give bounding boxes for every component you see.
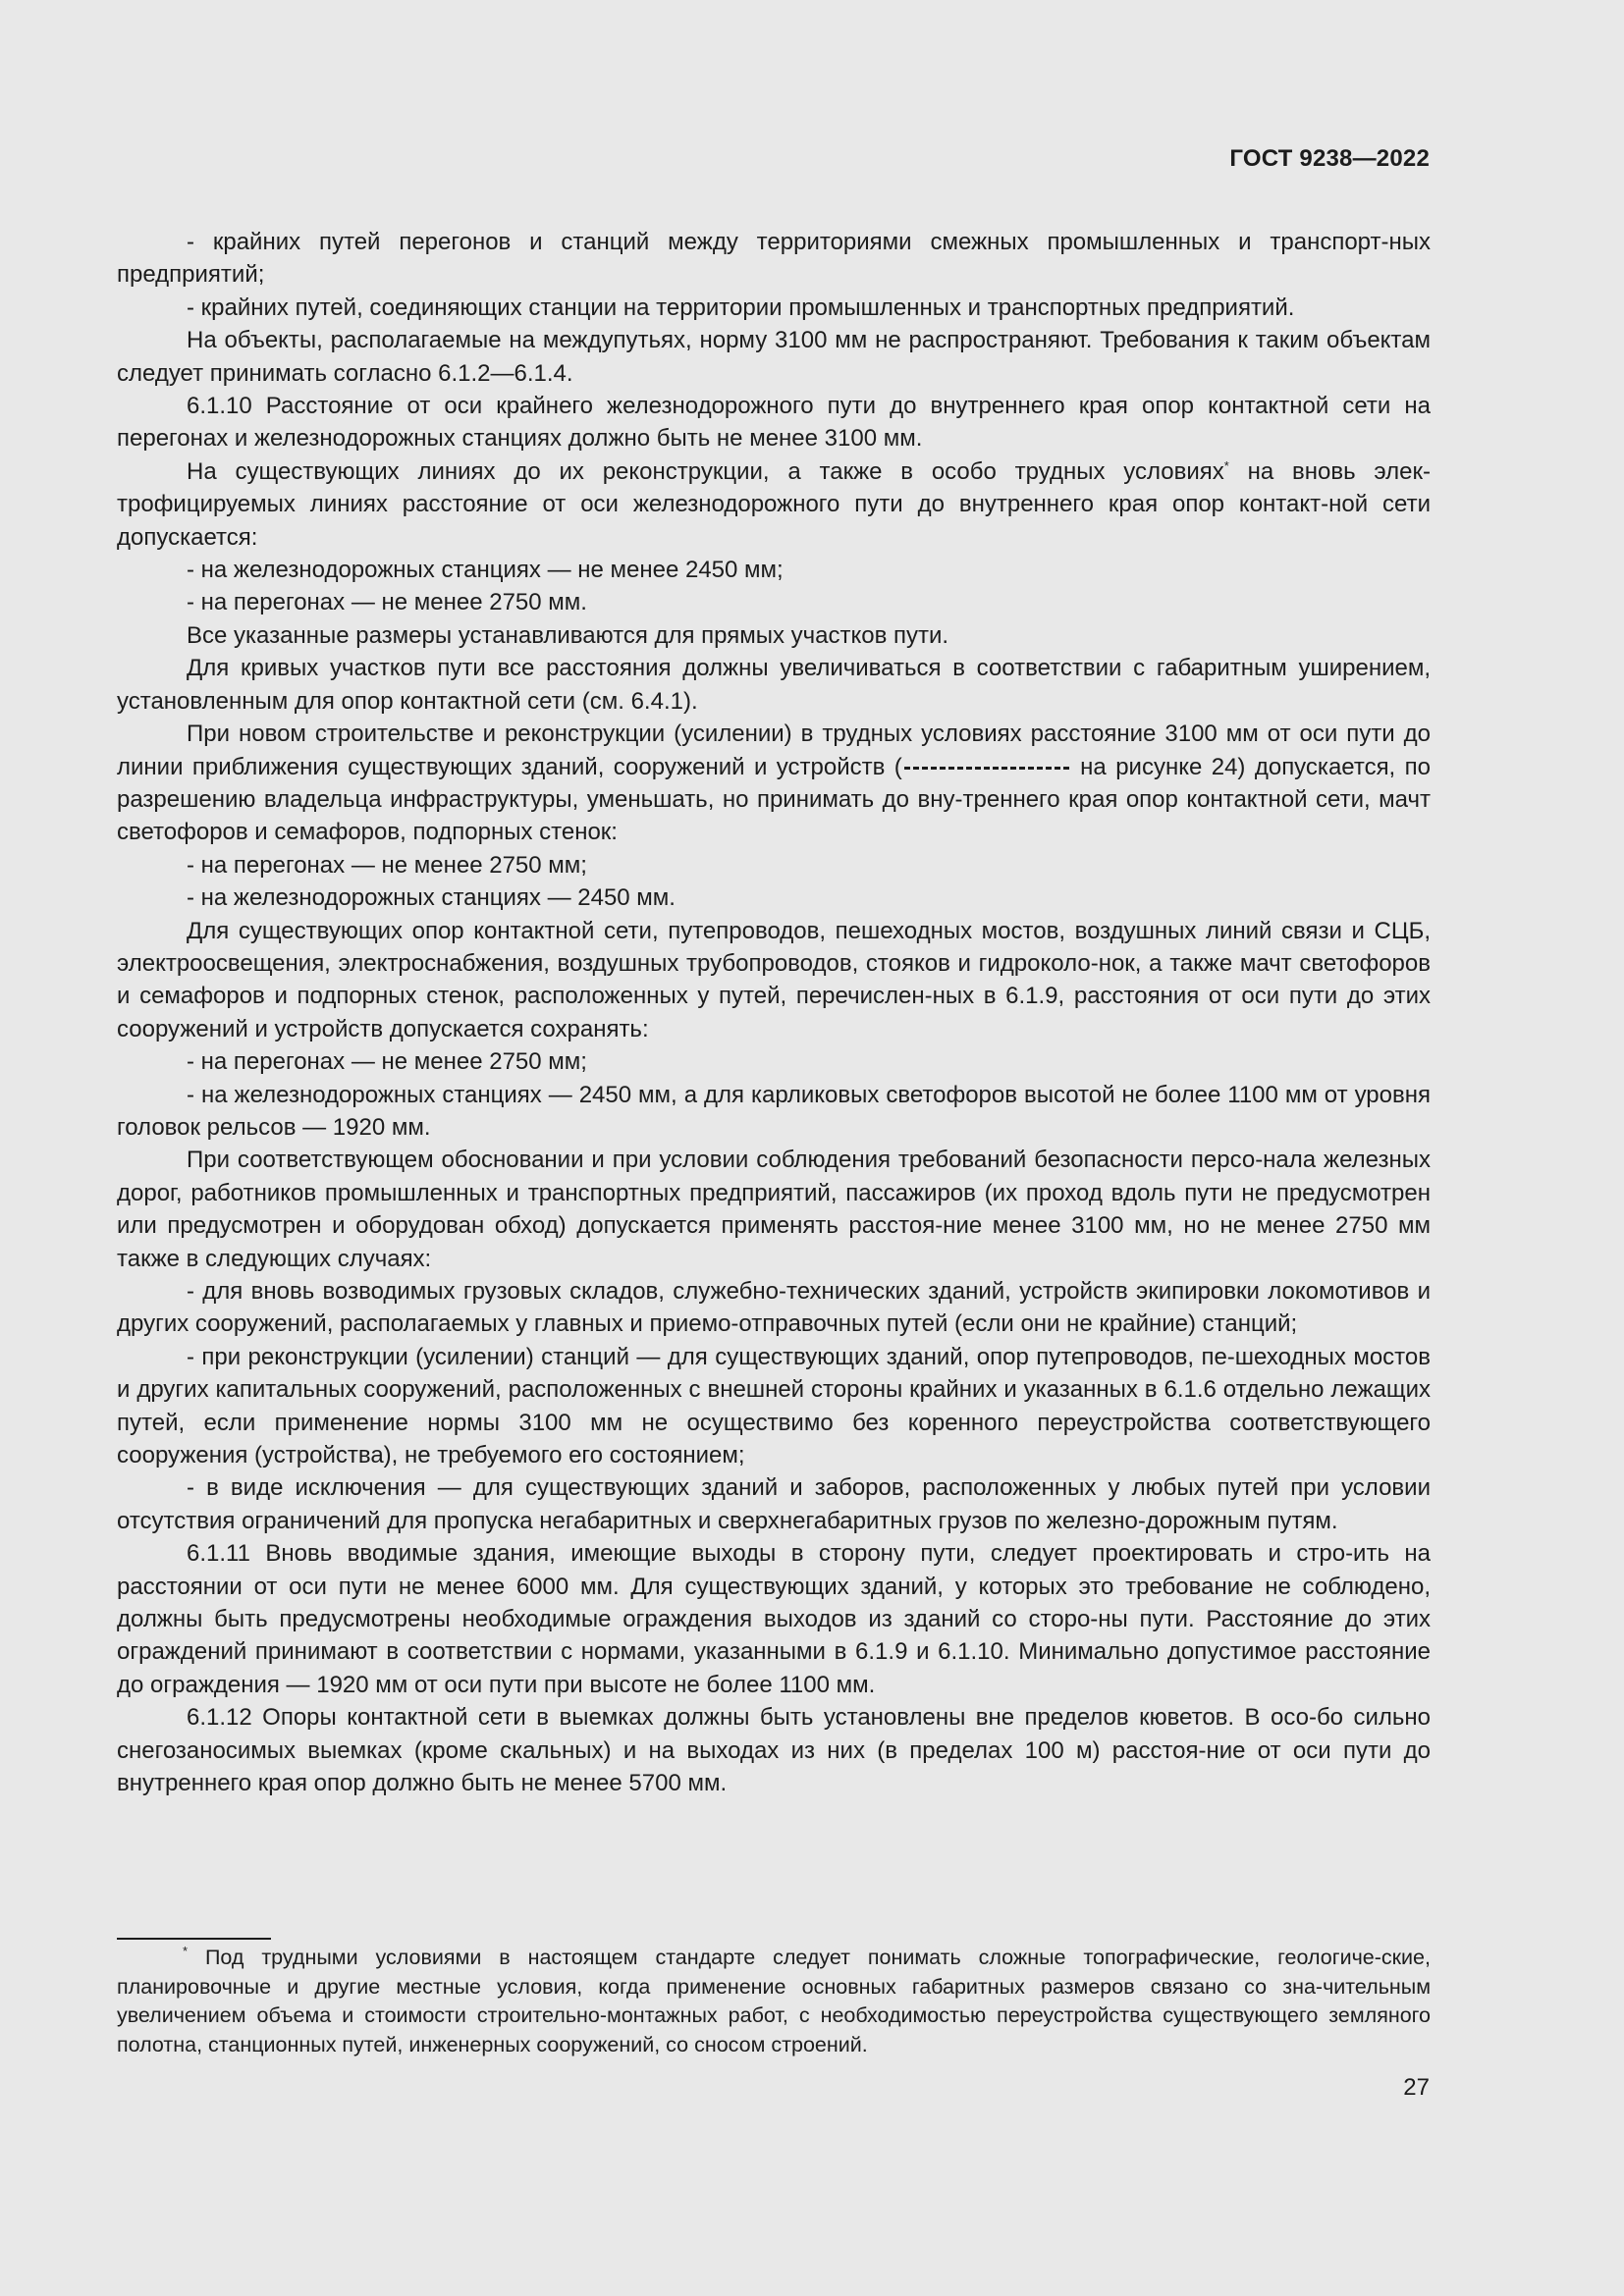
paragraph: - крайних путей, соединяющих станции на территории промышленных и транспортных предприятий. <box>187 294 1295 321</box>
paragraph: 6.1.12 Опоры контактной сети в выемках должны быть установлены вне пределов кюветов. В осо-бо сильно снегозаносимых выемках (кроме скальных) и на выходах из них (в пределах 100 м) расстоя-ние от оси пути до внутреннего края опор должно быть не менее 5700 мм. <box>117 1704 1431 1797</box>
document-header: ГОСТ 9238—2022 <box>1229 145 1430 172</box>
paragraph: При соответствующем обосновании и при условии соблюдения требований безопасности персо-нала железных дорог, работников промышленных и транспортных предприятий, пассажиров (их проход вдоль пути не предусмотрен или предусмотрен и оборудован обход) допускается применять расстоя-ние менее 3100 мм, но не менее 2750 мм также в следующих случаях: <box>117 1147 1431 1272</box>
footnote-mark: * <box>183 1944 189 1958</box>
footnote <box>117 1944 1431 2059</box>
paragraph: Для кривых участков пути все расстояния должны увеличиваться в соответствии с габаритным уширением, установленным для опор контактной сети (см. 6.4.1). <box>117 655 1431 715</box>
paragraph: Для существующих опор контактной сети, путепроводов, пешеходных мостов, воздушных линий связи и СЦБ, электроосвещения, электроснабжения, воздушных трубопроводов, стояков и гидроколо-нок, а также мачт светофоров и семафоров и подпорных стенок, расположенных у путей, перечислен-ных в 6.1.9, расстояния от оси пути до этих сооружений и устройств допускается сохранять: <box>117 917 1431 1042</box>
paragraph: - при реконструкции (усилении) станций — для существующих зданий, опор путепроводов, пе-шеходных мостов и других капитальных сооружений, расположенных с внешней стороны крайних и указанных в 6.1.6 отдельно лежащих путей, если применение нормы 3100 мм не осуществимо без коренного переустройства соответствующего сооружения (устройства), не требуемого его состоянием; <box>117 1343 1431 1469</box>
paragraph: 6.1.10 Расстояние от оси крайнего железнодорожного пути до внутреннего края опор контактной сети на перегонах и железнодорожных станциях должно быть не менее 3100 мм. <box>117 393 1431 453</box>
footnote-body: Под трудными условиями в настоящем стандарте следует понимать сложные топографические, геологиче-ские, планировочные и другие местные условия, когда применение основных габаритных размеров связано со зна-чительным увеличением объема и стоимости строительно-монтажных работ, с необходимостью переустройства существующего земляного полотна, станционных путей, инженерных сооружений, со сносом строений. <box>117 1946 1431 2056</box>
paragraph: На объекты, располагаемые на междупутьях, норму 3100 мм не распространяют. Требования к таким объектам следует принимать согласно 6.1.2—6.1.4. <box>117 327 1431 387</box>
body-text <box>117 226 1431 1800</box>
paragraph-text: При новом строительстве и реконструкции (усилении) в трудных условиях расстояние 3100 мм от оси пути до линии приближения существующих зданий, сооружений и устройств ( <box>117 721 1431 780</box>
paragraph: - на железнодорожных станциях — 2450 мм. <box>187 884 676 912</box>
paragraph-text: На существующих линиях до их реконструкции, а также в особо трудных условиях <box>187 457 1224 485</box>
paragraph-with-footnote-ref <box>117 455 1431 554</box>
paragraph: - в виде исключения — для существующих зданий и заборов, расположенных у любых путей при условии отсутствия ограничений для пропуска негабаритных и сверхнегабаритных грузов по железно-дорожным путям. <box>117 1474 1431 1534</box>
paragraph: - на перегонах — не менее 2750 мм; <box>187 851 587 879</box>
footnote-text <box>117 1944 1431 2059</box>
footnote-separator <box>117 1938 271 1940</box>
paragraph: - на железнодорожных станциях — не менее 2450 мм; <box>187 557 784 584</box>
dashed-line-legend-icon <box>904 767 1069 770</box>
paragraph: - на перегонах — не менее 2750 мм. <box>187 589 587 616</box>
paragraph: - на перегонах — не менее 2750 мм; <box>187 1048 587 1076</box>
paragraph: - на железнодорожных станциях — 2450 мм, а для карликовых светофоров высотой не более 1100 мм от уровня головок рельсов — 1920 мм. <box>117 1081 1431 1141</box>
paragraph-text: на рисунке 24) допускается, по разрешению владельца инфраструктуры, уменьшать, но принимать до вну-треннего края опор контактной сети, мачт светофоров и семафоров, подпорных стенок: <box>117 753 1431 846</box>
page-number: 27 <box>1403 2074 1430 2101</box>
paragraph: Все указанные размеры устанавливаются для прямых участков пути. <box>187 621 949 649</box>
footnote-ref-mark: * <box>1223 457 1229 473</box>
paragraph-with-dash-legend <box>117 718 1431 849</box>
paragraph: - для вновь возводимых грузовых складов, служебно-технических зданий, устройств экипировки локомотивов и других сооружений, располагаемых у главных и приемо-отправочных путей (если они не крайние) станций; <box>117 1278 1431 1338</box>
paragraph: - крайних путей перегонов и станций между территориями смежных промышленных и транспорт-ных предприятий; <box>117 229 1431 289</box>
paragraph: 6.1.11 Вновь вводимые здания, имеющие выходы в сторону пути, следует проектировать и стро-ить на расстоянии от оси пути не менее 6000 мм. Для существующих зданий, у которых это требование не соблюдено, должны быть предусмотрены необходимые ограждения выходов из зданий со сторо-ны пути. Расстояние до этих ограждений принимают в соответствии с нормами, указанными в 6.1.9 и 6.1.10. Минимально допустимое расстояние до ограждения — 1920 мм от оси пути при высоте не более 1100 мм. <box>117 1540 1431 1698</box>
paragraph-text: на вновь элек-трофицируемых линиях расстояние от оси железнодорожного пути до внутреннего края опор контакт-ной сети допускается: <box>117 457 1431 551</box>
